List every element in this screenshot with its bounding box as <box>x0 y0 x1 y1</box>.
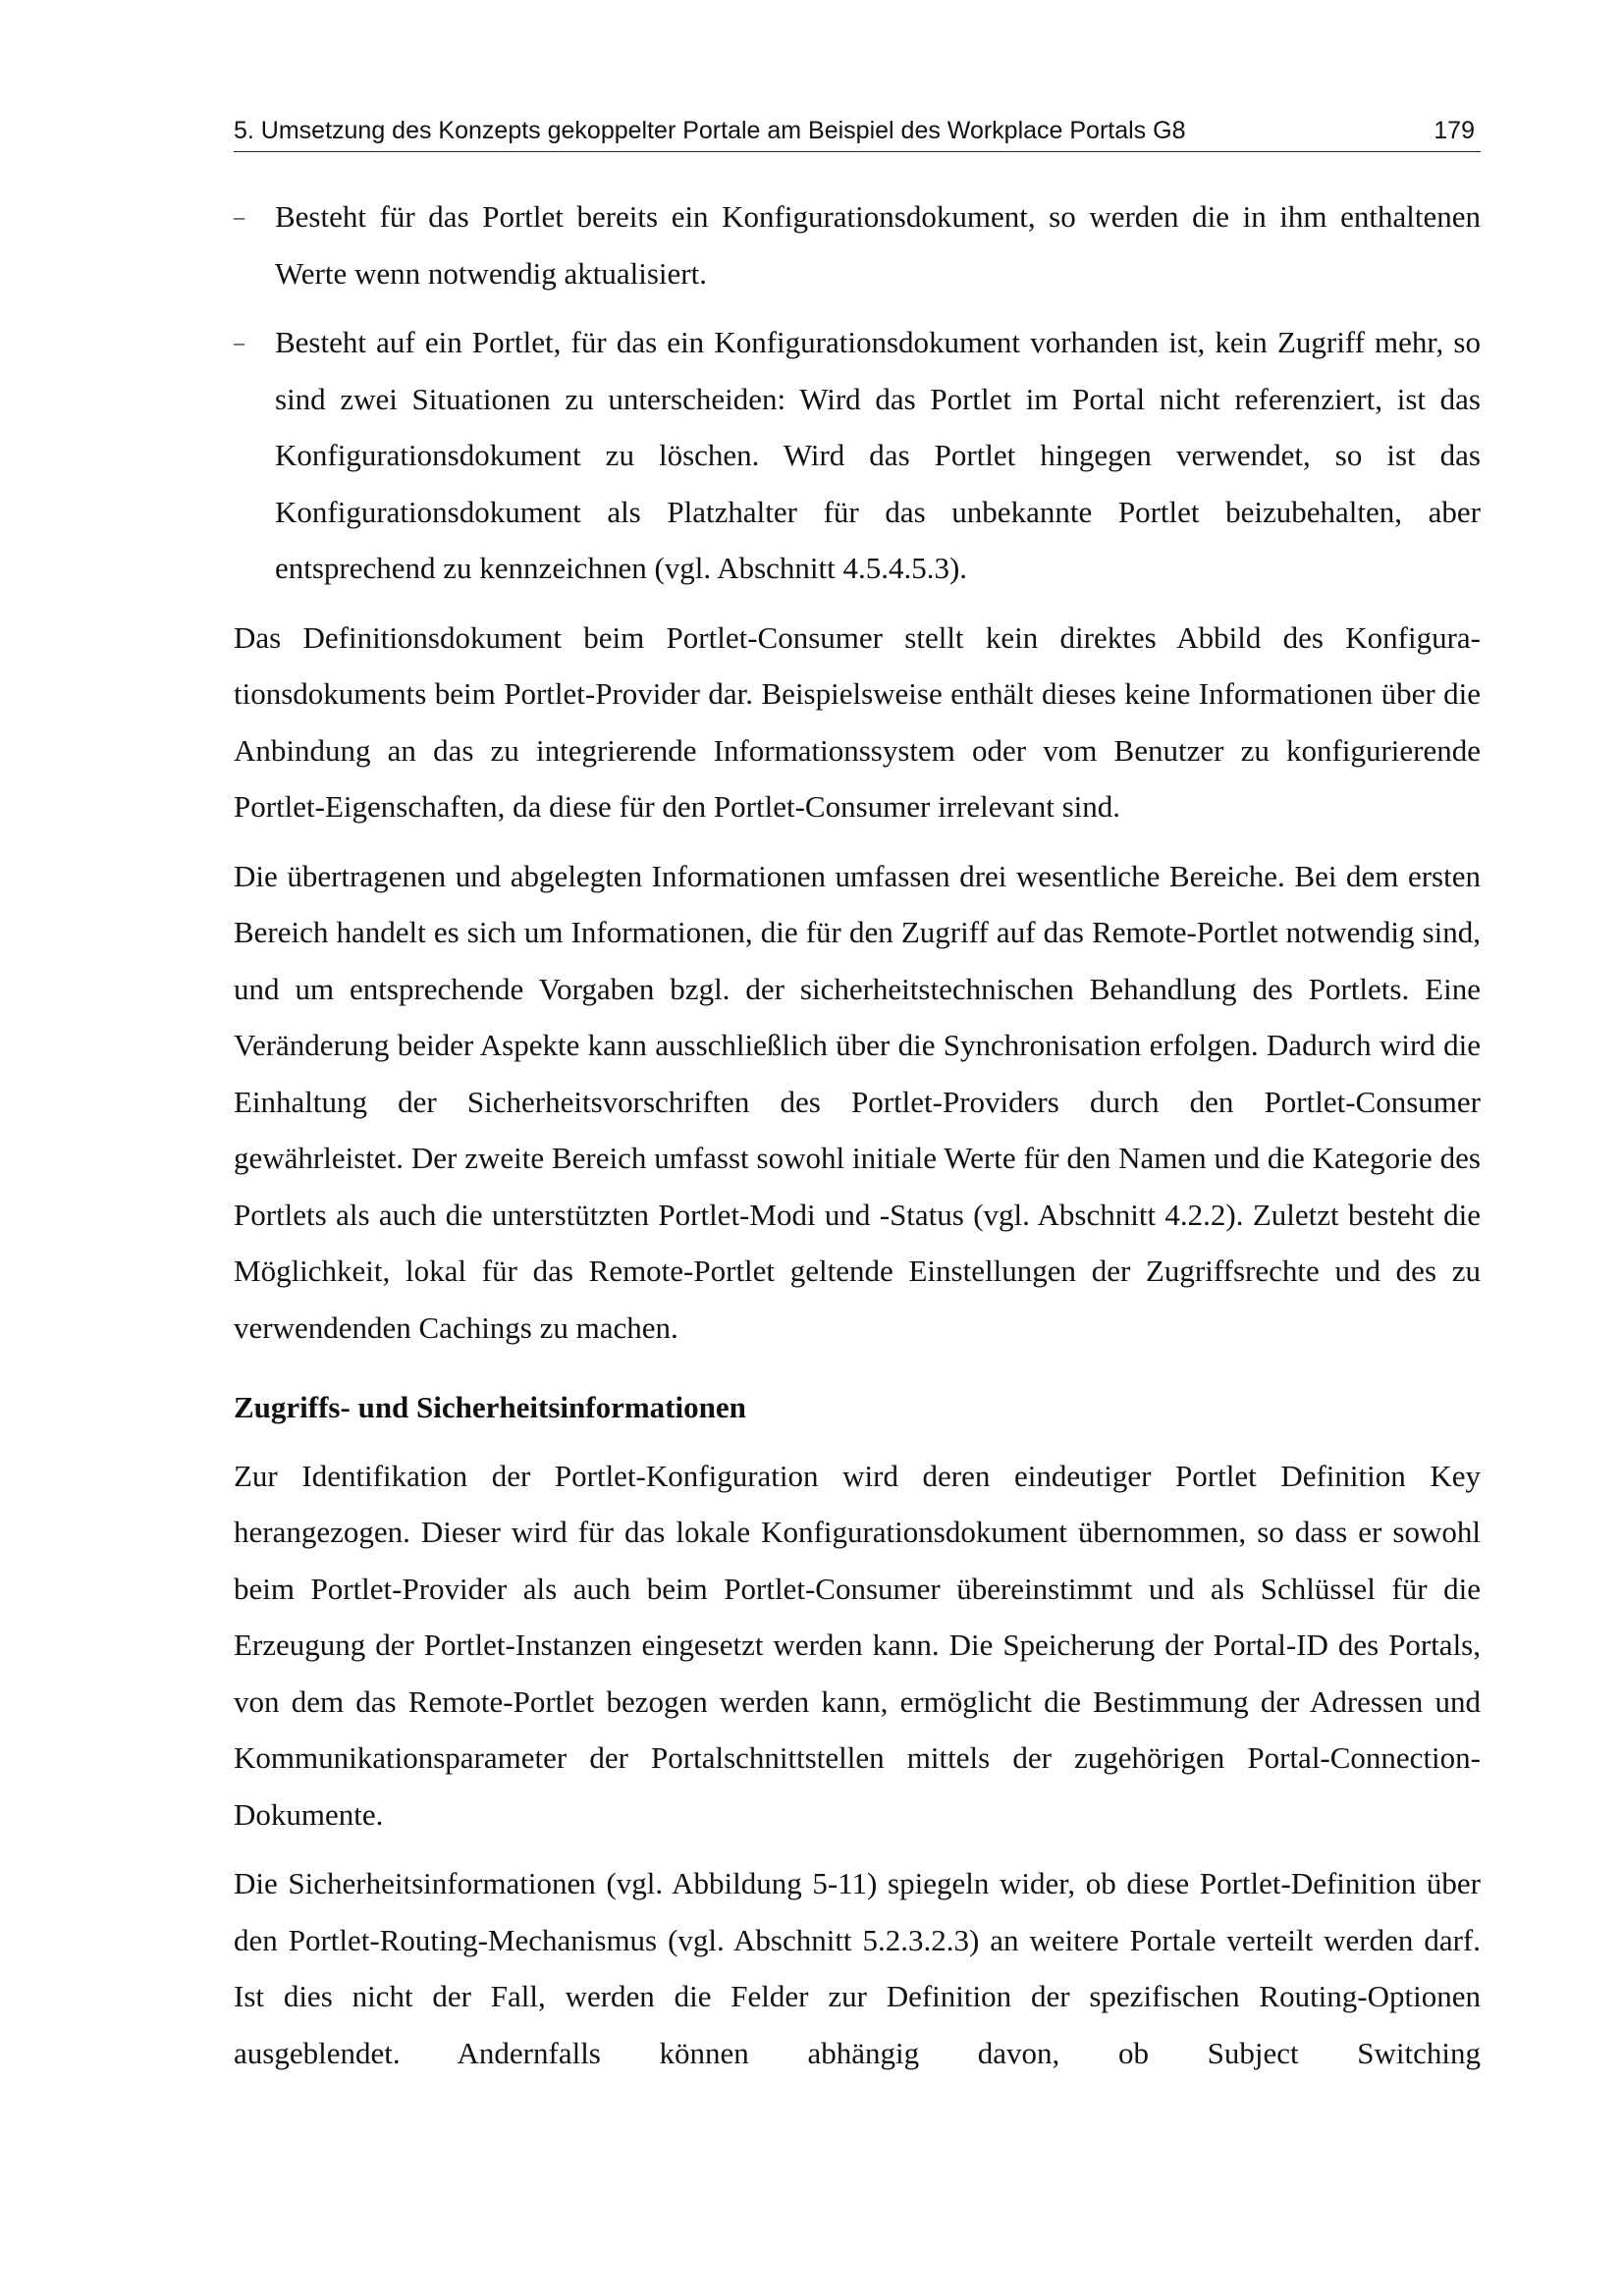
list-marker: – <box>234 330 244 354</box>
paragraph-definition-document: Das Definitionsdokument beim Portlet-Consumer stellt kein direktes Abbild des Konfigurationsdokuments beim Portlet-Provider dar. Beispielsweise enthält dieses keine Informationen über die Anbindung an das zu integrierende Informationssystem oder vom Benutzer zu konfigurierende Portlet-Eigenschaften, da diese für den Portlet-Consumer irrelevant sind. <box>234 619 1481 824</box>
list-item-text: Besteht auf ein Portlet, für das ein Konfigurationsdokument vorhanden ist, kein Zugriff mehr, so sind zwei Situationen zu unterscheiden: Wird das Portlet im Portal nicht referenziert, ist das Konfigurationsdokument zu löschen. Wird das Portlet hingegen verwendet, so ist das Konfigurationsdokument als Platzhalter für das unbekannte Portlet beizubehalten, aber entsprechend zu kennzeichnen (vgl. Abschnitt 4.5.4.5.3). <box>275 325 1481 585</box>
list-item <box>234 188 1481 301</box>
running-header <box>234 112 1481 152</box>
list-item-text: Besteht für das Portlet bereits ein Konfigurationsdokument, so werden die in ihm enthaltenen Werte wenn notwendig aktualisiert. <box>275 199 1481 291</box>
page-body <box>234 188 1481 2094</box>
paragraph-identification: Zur Identifikation der Portlet-Konfiguration wird deren eindeutiger Portlet Definition Key herangezogen. Dieser wird für das lokale Konfigurationsdokument übernommen, so dass er sowohl beim Portlet-Provider als auch beim Portlet-Consumer übereinstimmt und als Schlüssel für die Erzeugung der Portlet-Instanzen eingesetzt werden kann. Die Speicherung der Portal-ID des Portals, von dem das Remote-Portlet bezogen werden kann, ermöglicht die Bestimmung der Adressen und Kommunikationsparameter der Portalschnittstellen mittels der zugehörigen Portal-Connection-Dokumente. <box>234 1458 1481 1832</box>
list-marker: – <box>234 204 244 229</box>
page-number: 179 <box>1434 117 1475 144</box>
section-heading: Zugriffs- und Sicherheitsinformationen <box>234 1390 746 1424</box>
paragraph-security-information: Die Sicherheitsinformationen (vgl. Abbildung 5-11) spiegeln wider, ob diese Portlet-Definition über den Portlet-Routing-Mechanismus (vgl. Abschnitt 5.2.3.2.3) an weitere Portale verteilt werden darf. Ist dies nicht der Fall, werden die Felder zur Definition der spezifischen Routing-Optionen ausgeblendet. Andernfalls können abhängig davon, ob Subject Switching <box>234 1866 1481 2070</box>
header-title: 5. Umsetzung des Konzepts gekoppelter Portale am Beispiel des Workplace Portals G8 <box>234 117 1186 144</box>
list-item <box>234 314 1481 597</box>
paragraph-information-areas: Die übertragenen und abgelegten Informationen umfassen drei wesentliche Bereiche. Bei dem ersten Bereich handelt es sich um Informationen, die für den Zugriff auf das Remote-Portlet notwendig sind, und um entsprechende Vorgaben bzgl. der sicherheitstechnischen Behandlung des Portlets. Eine Veränderung beider Aspekte kann ausschließlich über die Synchronisation erfolgen. Dadurch wird die Einhaltung der Sicherheitsvorschriften des Portlet-Providers durch den Portlet-Consumer gewährleistet. Der zweite Bereich umfasst sowohl initiale Werte für den Namen und die Kategorie des Portlets als auch die unterstützten Portlet-Modi und -Status (vgl. Abschnitt 4.2.2). Zuletzt besteht die Möglichkeit, lokal für das Remote-Portlet geltende Einstellungen der Zugriffsrechte und des zu verwendenden Cachings zu machen. <box>234 858 1481 1345</box>
